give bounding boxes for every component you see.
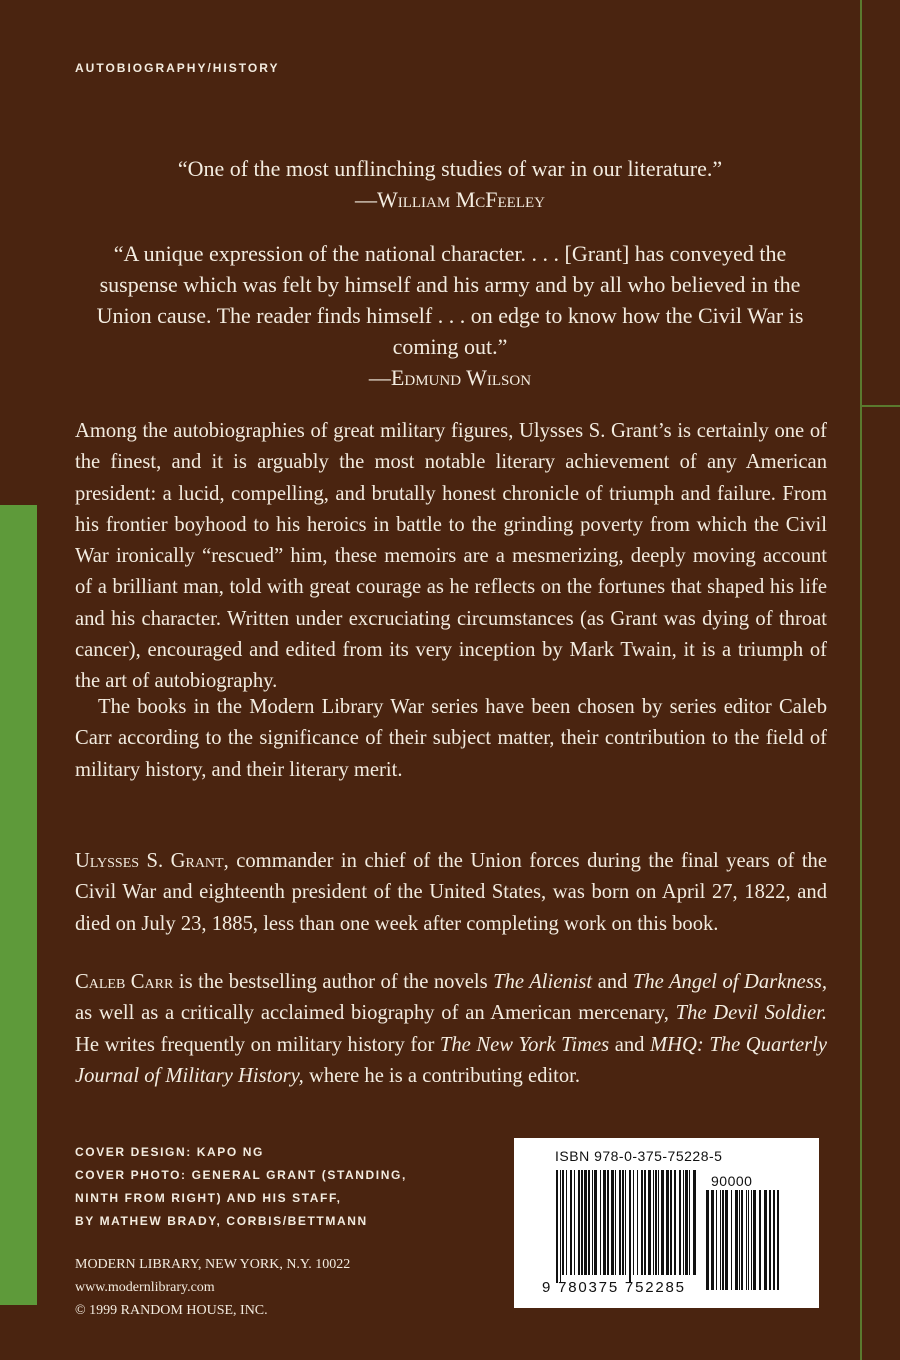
barcode-bar: [588, 1170, 590, 1275]
publisher-info: [75, 1253, 350, 1322]
barcode-bar: [560, 1170, 561, 1283]
editor-bio-text: where he is a contributing editor.: [303, 1064, 581, 1087]
book-title: The Devil Soldier.: [675, 1002, 827, 1025]
barcode-bar: [731, 1190, 732, 1290]
ean-barcode: [556, 1170, 701, 1283]
copyright-line: © 1999 RANDOM HOUSE, INC.: [75, 1303, 268, 1318]
quote-attribution: —William McFeeley: [354, 187, 546, 212]
barcode-bar: [607, 1170, 609, 1275]
barcode-bar: [615, 1170, 616, 1275]
barcode-bar: [753, 1190, 756, 1290]
barcode-bar: [674, 1170, 676, 1275]
price-barcode: [706, 1190, 781, 1290]
barcode-bar: [689, 1170, 690, 1275]
publication-title: MHQ: The Quarterly Journal of Military History,: [75, 1033, 827, 1087]
author-bio-text: , commander in chief of the Union forces during the final years of the Civil War and eighteenth president of the United States, was born on April 27, 1822, and died on July 23, 1885, less than one week after completing work on this book.: [75, 850, 827, 935]
barcode-bar: [693, 1170, 696, 1275]
barcode-bar: [637, 1170, 638, 1275]
barcode-bar: [751, 1190, 752, 1290]
credit-line: COVER PHOTO: GENERAL GRANT (STANDING,: [75, 1168, 407, 1182]
editor-bio: [75, 967, 827, 1092]
barcode-bar: [570, 1170, 572, 1275]
credit-line: BY MATHEW BRADY, CORBIS/BETTMANN: [75, 1214, 368, 1228]
barcode-bar: [720, 1190, 721, 1290]
barcode-bar: [648, 1170, 651, 1275]
author-name: Ulysses S. Grant: [75, 850, 224, 872]
barcode-bar: [683, 1170, 684, 1275]
barcode-bar: [644, 1170, 646, 1275]
barcode-bar: [592, 1170, 593, 1275]
editor-bio-text: is the bestselling author of the novels: [173, 971, 494, 993]
barcode-bar: [735, 1190, 738, 1290]
publisher-address: MODERN LIBRARY, NEW YORK, N.Y. 10022: [75, 1257, 351, 1272]
book-title: The Alienist: [493, 971, 593, 993]
barcode-bar: [622, 1170, 624, 1275]
editor-bio-text: and: [609, 1033, 651, 1056]
series-paragraph: The books in the Modern Library War series have been chosen by series editor Caleb Carr according to the significance of their subject matter, their contribution to the field of military history, and their literary merit.: [75, 696, 827, 781]
barcode-bar: [670, 1170, 672, 1275]
barcode-bar: [716, 1190, 717, 1290]
barcode-bar: [685, 1170, 688, 1275]
barcode-bar: [562, 1170, 564, 1275]
barcode-bar: [679, 1170, 681, 1275]
barcode-bar: [581, 1170, 583, 1275]
editor-bio-text: He writes frequently on military history for: [75, 1033, 440, 1056]
barcode-bar: [603, 1170, 606, 1275]
book-title: The Angel of Darkness,: [632, 971, 827, 993]
barcode-bar: [711, 1190, 714, 1290]
isbn-label: ISBN 978-0-375-75228-5: [555, 1148, 723, 1164]
quote-text: “A unique expression of the national character. . . . [Grant] has conveyed the suspense which was felt by himself and his army and by all who believed in the Union cause. The reader finds himself . . . on edge to know how the Civil War is coming out.”: [96, 241, 804, 359]
ean-digits: 9 780375 752285: [542, 1279, 686, 1296]
barcode-bar: [653, 1170, 654, 1275]
barcode-bar: [629, 1170, 631, 1283]
description-paragraph: Among the autobiographies of great military figures, Ulysses S. Grant’s is certainly one of the finest, and it is arguably the most notable literary achievement of any American president: a lucid, compelling, and brutally honest chronicle of triumph and failure. From his frontier boyhood to his heroics in battle to the grinding poverty from which the Civil War ironically “rescued” him, these memoirs are a mesmerizing, deeply moving account of a brilliant man, told with great courage as he reflects on the fortunes that shaped his life and his character. Written under excruciating circumstances (as Grant was dying of throat cancer), encouraged and edited from its very inception by Mark Twain, it is a triumph of the art of autobiography.: [75, 420, 827, 693]
author-bio: [75, 846, 827, 940]
publication-title: The New York Times: [439, 1033, 610, 1056]
barcode-bar: [655, 1170, 657, 1275]
barcode-bar: [661, 1170, 664, 1275]
barcode-bar: [611, 1170, 614, 1275]
price-code: 90000: [711, 1173, 753, 1189]
category-label: AUTOBIOGRAPHY/HISTORY: [75, 61, 280, 75]
horizontal-rule: [860, 405, 900, 407]
vertical-rule: [860, 0, 862, 1360]
barcode-bar: [764, 1190, 767, 1290]
quote-1: [80, 153, 820, 215]
barcode-bar: [619, 1170, 621, 1275]
credit-line: COVER DESIGN: KAPO NG: [75, 1145, 264, 1159]
barcode-bar: [748, 1190, 749, 1290]
quote-text: “One of the most unflinching studies of war in our literature.”: [177, 156, 723, 181]
barcode-bar: [666, 1170, 669, 1275]
barcode-bar: [759, 1190, 761, 1290]
green-spine-accent: [0, 505, 37, 1305]
barcode-bar: [633, 1170, 634, 1275]
barcode-bar: [769, 1190, 771, 1290]
publisher-website: www.modernlibrary.com: [75, 1280, 215, 1295]
barcode-bar: [741, 1190, 743, 1290]
barcode-bar: [625, 1170, 626, 1275]
barcode-bar: [566, 1170, 567, 1275]
barcode-bar: [574, 1170, 575, 1275]
barcode-bar: [584, 1170, 587, 1275]
barcode-bar: [746, 1190, 747, 1290]
quote-2: [80, 238, 820, 393]
quote-attribution: —Edmund Wilson: [368, 365, 532, 390]
editor-bio-text: as well as a critically acclaimed biography of an American mercenary,: [75, 1002, 676, 1025]
barcode-bar: [777, 1190, 779, 1290]
editor-bio-text: and: [592, 971, 633, 993]
barcode-bar: [722, 1190, 724, 1290]
barcode-bar: [739, 1190, 740, 1290]
barcode-bar: [600, 1170, 601, 1275]
barcode-bar: [725, 1190, 728, 1290]
barcode-bar: [641, 1170, 643, 1275]
barcode-panel: [514, 1138, 819, 1308]
barcode-bar: [658, 1170, 659, 1275]
credit-line: NINTH FROM RIGHT) AND HIS STAFF,: [75, 1191, 342, 1205]
barcode-bar: [706, 1190, 709, 1290]
barcode-bar: [594, 1170, 597, 1275]
barcode-bar: [578, 1170, 580, 1275]
editor-name: Caleb Carr: [75, 971, 174, 993]
barcode-bar: [773, 1190, 775, 1290]
cover-credits: [75, 1141, 407, 1233]
barcode-bar: [556, 1170, 558, 1283]
